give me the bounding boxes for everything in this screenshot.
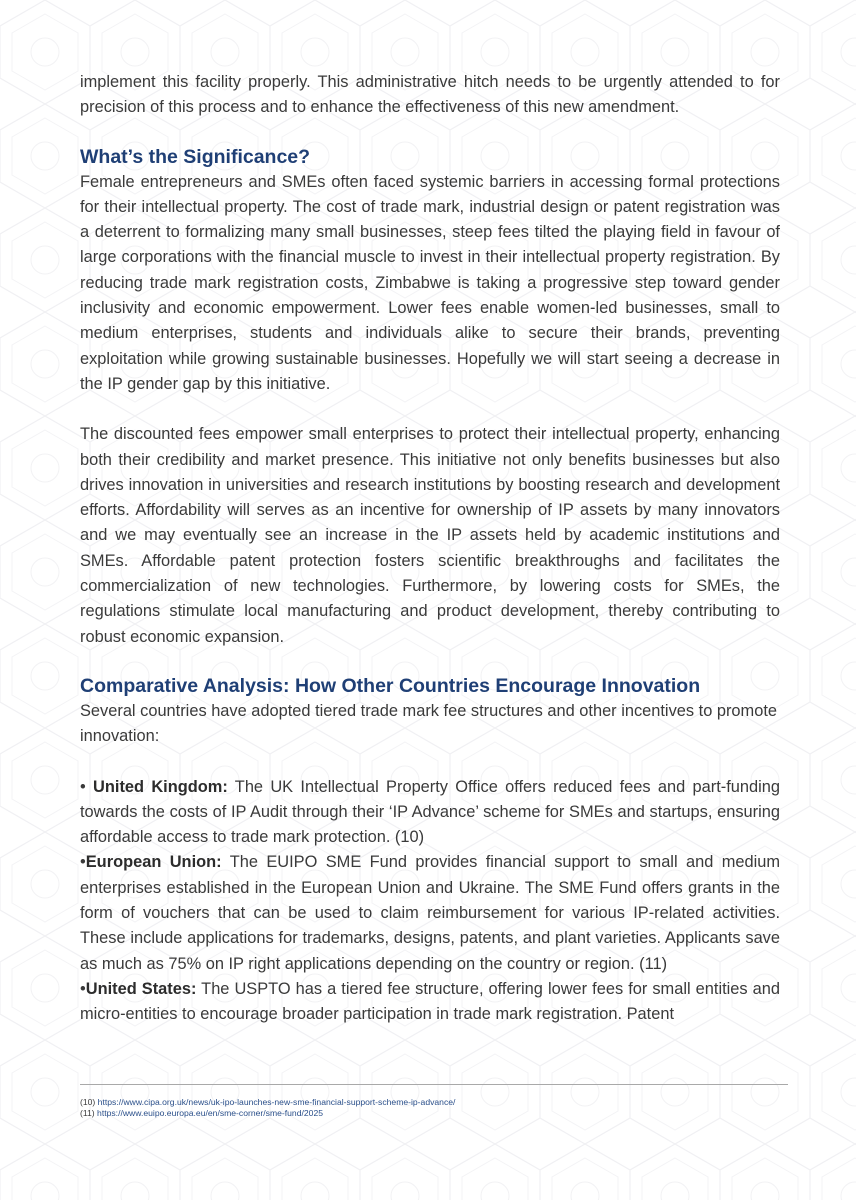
footnote-number: (11) xyxy=(80,1107,98,1118)
bullet-text: The USPTO has a tiered fee structure, offering lower fees for small entities and micro-entities to encourage broader participation in trade mark registration. Patent xyxy=(80,979,780,1024)
bullet-marker: • xyxy=(80,853,86,872)
footnote-11 xyxy=(80,1108,788,1119)
significance-paragraph-2: The discounted fees empower small enterprises to protect their intellectual property, enhancing both their credibility and market presence. This initiative not only benefits businesses but also drives innovation in universities and research institutions by boosting research and development efforts. Affordability will serves as an incentive for ownership of IP assets by many innovators and we may eventually see an increase in the IP assets held by academic institutions and SMEs. Affordable patent protection fosters scientific breakthroughs and facilitates the commercialization of new technologies. Furthermore, by lowering costs for SMEs, the regulations stimulate local manufacturing and product development, thereby contributing to robust economic expansion. xyxy=(80,425,780,646)
bullet-label: United Kingdom: xyxy=(93,777,228,796)
significance-heading: What’s the Significance? xyxy=(80,145,311,168)
comparative-intro: Several countries have adopted tiered trade mark fee structures and other incentives to promote innovation: xyxy=(80,701,777,746)
footnote-number: (10) xyxy=(80,1097,98,1107)
bullet-united-states xyxy=(80,977,780,1028)
bullet-label: European Union: xyxy=(85,853,222,872)
footnote-10 xyxy=(80,1097,788,1108)
page-content xyxy=(80,70,780,1028)
bullet-european-union xyxy=(80,850,780,976)
intro-paragraph: implement this facility properly. This administrative hitch needs to be urgently attended to for precision of this process and to enhance the effectiveness of this new amendment. xyxy=(80,73,780,117)
footnote-link[interactable]: https://www.cipa.org.uk/news/uk-ipo-launches-new-sme-financial-support-scheme-ip-advance/ xyxy=(97,1097,456,1107)
bullet-text: The EUIPO SME Fund provides financial support to small and medium enterprises established in the European Union and Ukraine. The SME Fund offers grants in the form of vouchers that can be used to claim reimbursement for various IP-related activities. These include applications for trademarks, designs, patents, and plant varieties. Applicants save as much as 75% on IP right applications depending on the country or region. (11) xyxy=(80,853,781,973)
comparative-heading: Comparative Analysis: How Other Countries Encourage Innovation xyxy=(80,674,701,697)
significance-paragraph-1: Female entrepreneurs and SMEs often faced systemic barriers in accessing formal protections for their intellectual property. The cost of trade mark, industrial design or patent registration was a deterrent to formalizing many small businesses, steep fees tilted the playing field in favour of large corporations with the financial muscle to invest in their intellectual property registration. By reducing trade mark registration costs, Zimbabwe is taking a progressive step toward gender inclusivity and economic empowerment. Lower fees enable women-led businesses, small to medium enterprises, students and individuals alike to secure their brands, preventing exploitation while growing sustainable businesses. Hopefully we will start seeing a decrease in the IP gender gap by this initiative. xyxy=(80,172,780,393)
bullet-marker: • xyxy=(80,979,86,998)
bullet-marker: • xyxy=(80,777,94,796)
footnote-link[interactable]: https://www.euipo.europa.eu/en/sme-corner/sme-fund/2025 xyxy=(97,1107,323,1118)
footnotes xyxy=(80,1084,788,1118)
bullet-text: The UK Intellectual Property Office offers reduced fees and part-funding towards the costs of IP Audit through their ‘IP Advance’ scheme for SMEs and startups, ensuring affordable access to trade mark protection. (10) xyxy=(80,777,781,847)
bullet-united-kingdom xyxy=(80,775,780,851)
bullet-label: United States: xyxy=(85,979,197,998)
